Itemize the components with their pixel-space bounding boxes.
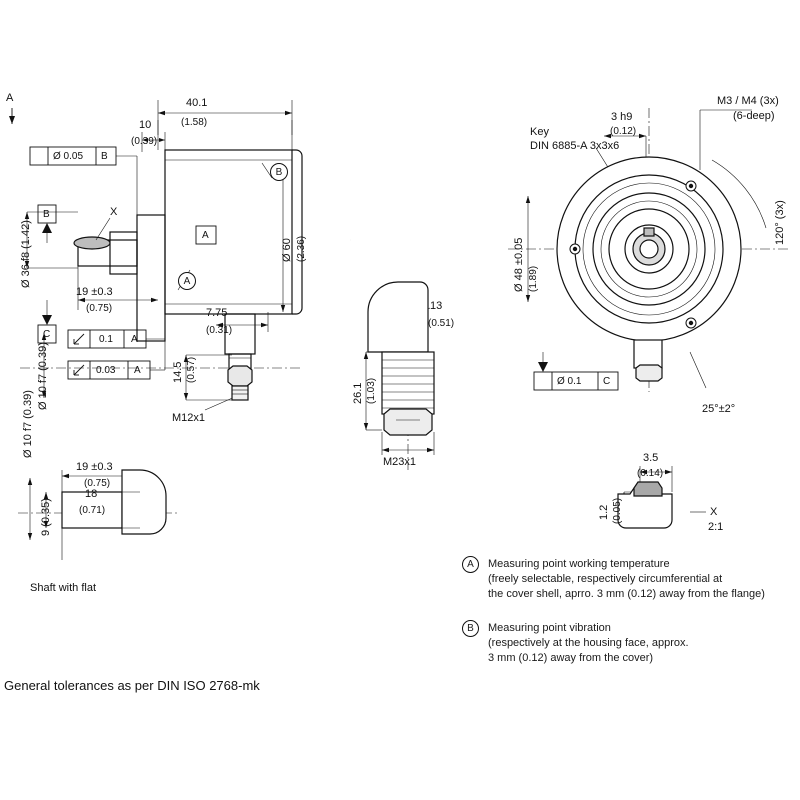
- dim-26-1: 26.1: [352, 382, 364, 404]
- dim-7-75-inch: (0.31): [206, 325, 233, 336]
- detail-x-label: X: [710, 506, 718, 518]
- shaft-flat-dim-19: 19 ±0.3: [76, 461, 113, 473]
- shaft-flat-dim-18: 18: [85, 488, 98, 500]
- tol-runout-01-datum: A: [131, 334, 138, 345]
- general-tolerance-note: General tolerances as per DIN ISO 2768-mk: [4, 678, 260, 693]
- dim-3h9: 3 h9: [611, 111, 633, 123]
- dim-flange-10: 10: [139, 119, 152, 131]
- legend-a-line3: the cover shell, aprro. 3 mm (0.12) away from the flange): [488, 588, 765, 600]
- tol-flatness-datum: B: [101, 151, 108, 162]
- tol-flatness-value: Ø 0.05: [53, 151, 84, 162]
- datum-c-label: C: [43, 329, 51, 340]
- detail-x-scale: 2:1: [708, 521, 724, 533]
- tol-01-datum: C: [603, 376, 611, 387]
- dim-diameter-60-inch: (2.36): [296, 235, 307, 262]
- thread-note-line1: M3 / M4 (3x): [717, 95, 779, 107]
- dim-diameter-60: Ø 60: [281, 238, 293, 262]
- thread-m23: M23x1: [383, 456, 417, 468]
- balloon-a-side-view: A: [178, 272, 196, 290]
- legend-b-line2: (respectively at the housing face, approx.: [488, 637, 689, 649]
- detail-x-dim-3-5-inch: (0.14): [637, 468, 664, 479]
- shaft-with-flat-caption: Shaft with flat: [30, 582, 97, 594]
- dim-shaft-19-inch: (0.75): [86, 303, 113, 314]
- legend-b-line3: 3 mm (0.12) away from the cover): [488, 652, 654, 664]
- detail-x-dim-1-2-inch: (0.05): [612, 497, 623, 524]
- dim-overall-40-1-inch: (1.58): [181, 117, 208, 128]
- dim-flange-10-inch: (0.39): [131, 136, 158, 147]
- key-label-line2: DIN 6885-A 3x3x6: [530, 140, 620, 152]
- connector-thread-m12: M12x1: [172, 412, 206, 424]
- dim-14-5: 14.5: [172, 361, 184, 383]
- datum-a-label: A: [202, 230, 209, 241]
- shaft-flat-dim-10f7: Ø 10 f7 (0.39): [22, 390, 34, 458]
- dim-48-inch: (1.89): [528, 265, 539, 292]
- shaft-flat-dim-9: 9 (0.35): [40, 498, 52, 536]
- dim-shaft-19: 19 ±0.3: [76, 286, 113, 298]
- angle-120-label: 120° (3x): [774, 200, 786, 245]
- tol-runout-003-value: 0.03: [96, 365, 116, 376]
- legend-a-line2: (freely selectable, respectively circumferential at: [488, 573, 723, 585]
- dim-13: 13: [430, 300, 443, 312]
- shaft-flat-dim-18-inch: (0.71): [79, 505, 106, 516]
- angle-25-label: 25°±2°: [702, 403, 736, 415]
- dim-26-1-inch: (1.03): [366, 377, 377, 404]
- tol-runout-01-value: 0.1: [99, 334, 113, 345]
- view-arrow-a-label: A: [6, 92, 14, 104]
- dim-7-75: 7.75: [206, 307, 228, 319]
- dim-13-inch: (0.51): [428, 318, 455, 329]
- dim-3h9-inch: (0.12): [610, 126, 637, 137]
- tol-01-value: Ø 0.1: [557, 376, 582, 387]
- detail-x-dim-1-2: 1.2: [598, 504, 610, 520]
- dim-overall-40-1: 40.1: [186, 97, 208, 109]
- legend-b-line1: Measuring point vibration: [488, 622, 611, 634]
- dim-shaft-10f7: Ø 10 f7 (0.39): [37, 342, 49, 410]
- dim-14-5-inch: (0.57): [186, 356, 197, 383]
- balloon-b-side-view: B: [270, 163, 288, 181]
- datum-b-label: B: [43, 209, 50, 220]
- tol-runout-003-datum: A: [134, 365, 141, 376]
- detail-x-dim-3-5: 3.5: [643, 452, 659, 464]
- key-label-line1: Key: [530, 126, 549, 138]
- shaft-flat-dim-19-inch: (0.75): [84, 478, 111, 489]
- dim-48: Ø 48 ±0.05: [513, 237, 525, 292]
- legend-balloon-a: A: [462, 556, 479, 573]
- legend-balloon-b: B: [462, 620, 479, 637]
- dim-shaft-36f8: Ø 36 f8 (1.42): [20, 220, 32, 288]
- thread-note-line2: (6-deep): [733, 110, 775, 122]
- legend-a-line1: Measuring point working temperature: [488, 558, 670, 570]
- detail-x-callout: X: [110, 206, 118, 218]
